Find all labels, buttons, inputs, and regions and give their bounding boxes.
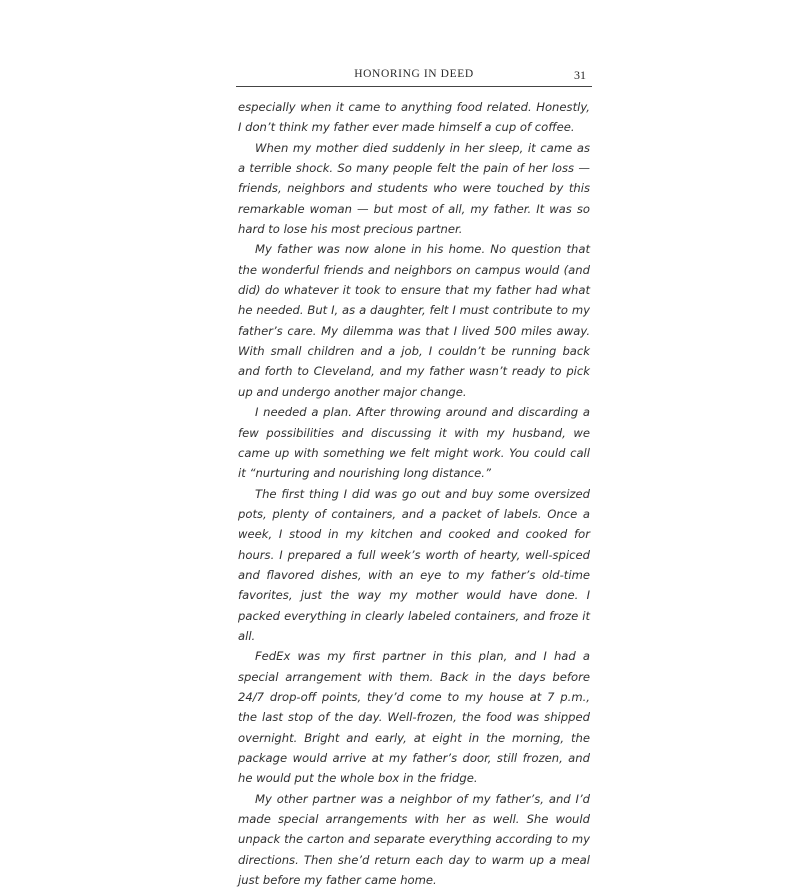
paragraph: When my mother died suddenly in her sleep, it came as a terrible shock. So many people felt the pain of her loss — friends, neighbors and students who were touched by this remarkable woman — but most of all, my father. It was so hard to lose his most precious partner. [238,140,590,237]
paragraph: I needed a plan. After throwing around and discarding a few possibilities and discussing it with my husband, we came up with something we felt might work. You could call it “nurturing and nourishing long distance.” [238,405,590,481]
paragraph: The first thing I did was go out and buy some oversized pots, plenty of containers, and a packet of labels. Once a week, I stood in my kitchen and cooked and cooked for hours. I prepared a full week’s worth of hearty, well-spiced and flavored dishes, with an eye to my father’s old-time favorites, just the way my mother would have done. I packed everything in clearly labeled containers, and froze it all. [238,486,590,643]
running-head: HONORING IN DEED [354,68,474,80]
paragraph: My father was now alone in his home. No question that the wonderful friends and neighbors on campus would (and did) do whatever it took to ensure that my father had what he needed. But I, as a daughter, felt I must contribute to my father’s care. My dilemma was that I lived 500 miles away. With small children and a job, I couldn’t be running back and forth to Cleveland, and my father wasn’t ready to pick up and undergo another major change. [238,242,590,399]
page-header [236,68,592,87]
paragraph: My other partner was a neighbor of my father’s, and I’d made special arrangements with her as well. She would unpack the carton and separate everything according to my directions. Then she’d return each day to warm up a meal just before my father came home. [238,791,590,888]
paragraph: FedEx was my first partner in this plan, and I had a special arrangement with them. Back in the days before 24/7 drop-off points, they’d come to my house at 7 p.m., the last stop of the day. Well-frozen, the food was shipped overnight. Bright and early, at eight in the morning, the package would arrive at my father’s door, still frozen, and he would put the whole box in the fridge. [238,649,590,786]
paragraph: especially when it came to anything food related. Honestly, I don’t think my father ever made himself a cup of coffee. [238,100,590,135]
page-number: 31 [574,68,586,82]
body-text [238,97,590,890]
